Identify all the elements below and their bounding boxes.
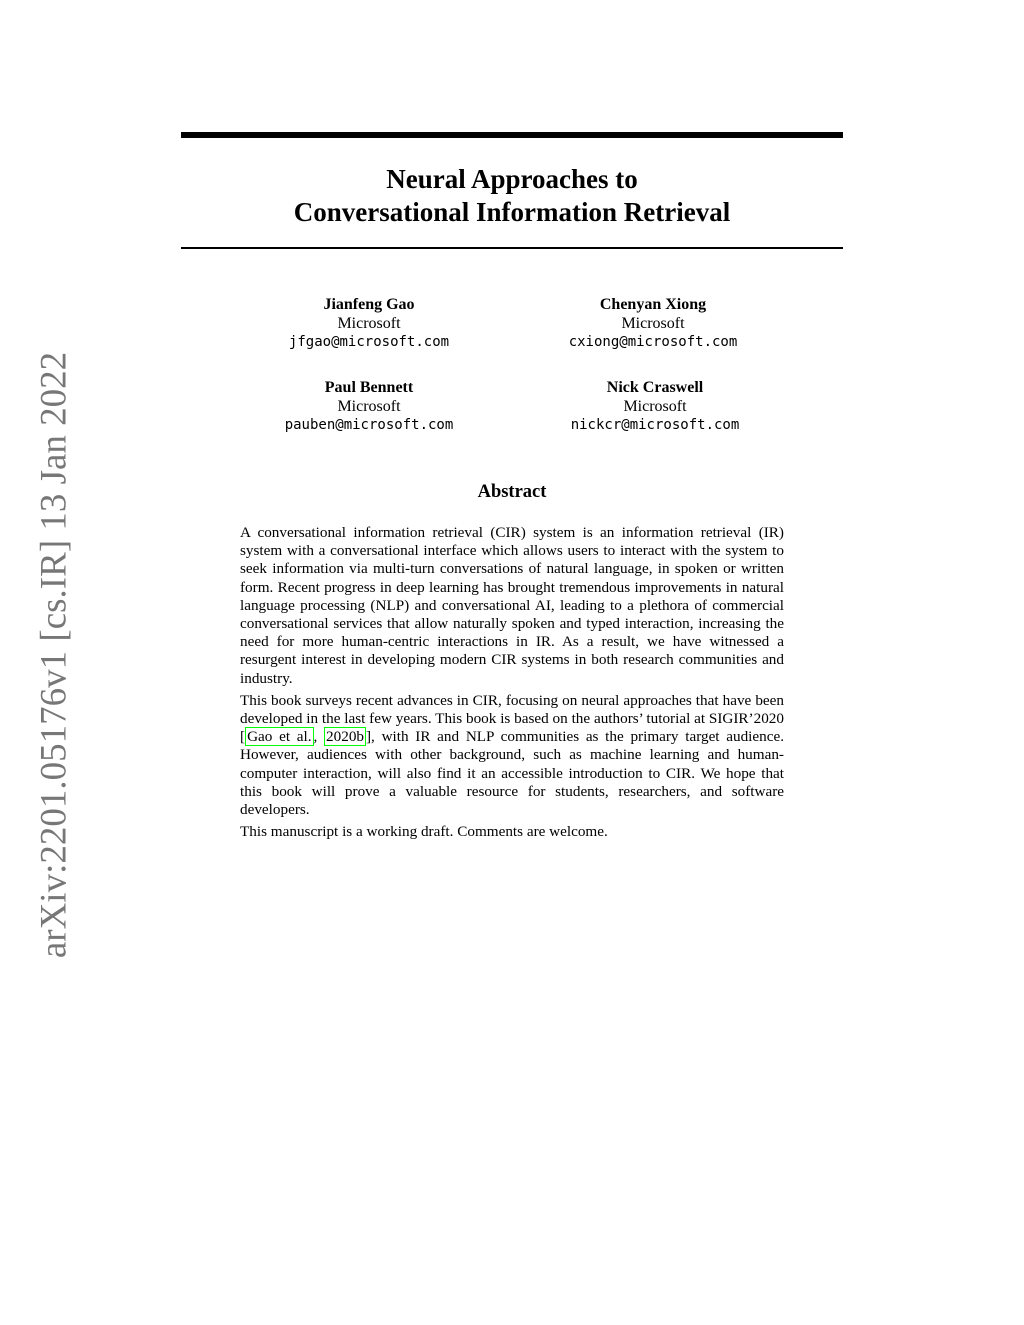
author-affiliation: Microsoft — [623, 397, 687, 415]
title-rule — [181, 247, 843, 249]
abstract-body — [240, 524, 784, 845]
author-email[interactable]: pauben@microsoft.com — [284, 417, 454, 433]
author-name: Jianfeng Gao — [323, 296, 415, 313]
author-email[interactable]: jfgao@microsoft.com — [288, 334, 450, 350]
abstract-paragraph-2 — [240, 692, 784, 819]
author-block-bennett — [219, 379, 519, 435]
author-block-gao — [219, 296, 519, 352]
abstract-paragraph-1: A conversational information retrieval (CIR) system is an information retrieval (IR) system with a conversational interface which allows users to interact with the system to seek information via multi-turn conversations of natural language, in spoken or written form. Recent progress in deep learning has brought tremendous improvements in natural language processing (NLP) and conversational AI, leading to a plethora of commercial conversational services that allow naturally spoken and typed interaction, increasing the need for more human-centric interactions in IR. As a result, we have witnessed a resurgent interest in developing modern CIR systems in both research communities and industry. — [240, 524, 784, 687]
author-name: Chenyan Xiong — [599, 296, 707, 313]
paragraph-2-text-after: ], with IR and NLP communities as the primary target audience. However, audiences with other background, such as machine learning and human-computer interaction, will also find it an accessible introduction to CIR. We hope that this book will prove a valuable resource for students, researchers, and software developers. — [240, 728, 785, 819]
abstract-paragraph-3: This manuscript is a working draft. Comments are welcome. — [240, 823, 608, 841]
arxiv-stamp: arXiv:2201.05176v1 [cs.IR] 13 Jan 2022 — [33, 351, 75, 959]
author-email[interactable]: nickcr@microsoft.com — [570, 417, 740, 433]
abstract-heading: Abstract — [477, 482, 547, 502]
paragraph-2-text-before: This book surveys recent advances in CIR, focusing on neural approaches that have been developed in the last few years. This book is based on the authors’ tutorial at SIGIR’2020 [ — [240, 691, 784, 746]
title-line-1: Neural Approaches to — [386, 164, 638, 194]
title-line-2: Conversational Information Retrieval — [293, 197, 731, 227]
author-name: Paul Bennett — [324, 379, 414, 396]
top-rule — [181, 132, 843, 138]
citation-link-year[interactable]: 2020b — [326, 728, 364, 746]
author-block-xiong — [503, 296, 803, 352]
author-email[interactable]: cxiong@microsoft.com — [568, 334, 738, 350]
author-affiliation: Microsoft — [621, 314, 685, 332]
author-name: Nick Craswell — [606, 379, 704, 396]
citation-link-authors[interactable]: Gao et al. — [247, 728, 312, 746]
author-affiliation: Microsoft — [337, 314, 401, 332]
paper-title — [181, 163, 843, 229]
author-block-craswell — [505, 379, 805, 435]
author-affiliation: Microsoft — [337, 397, 401, 415]
citation-separator: , — [313, 728, 325, 746]
